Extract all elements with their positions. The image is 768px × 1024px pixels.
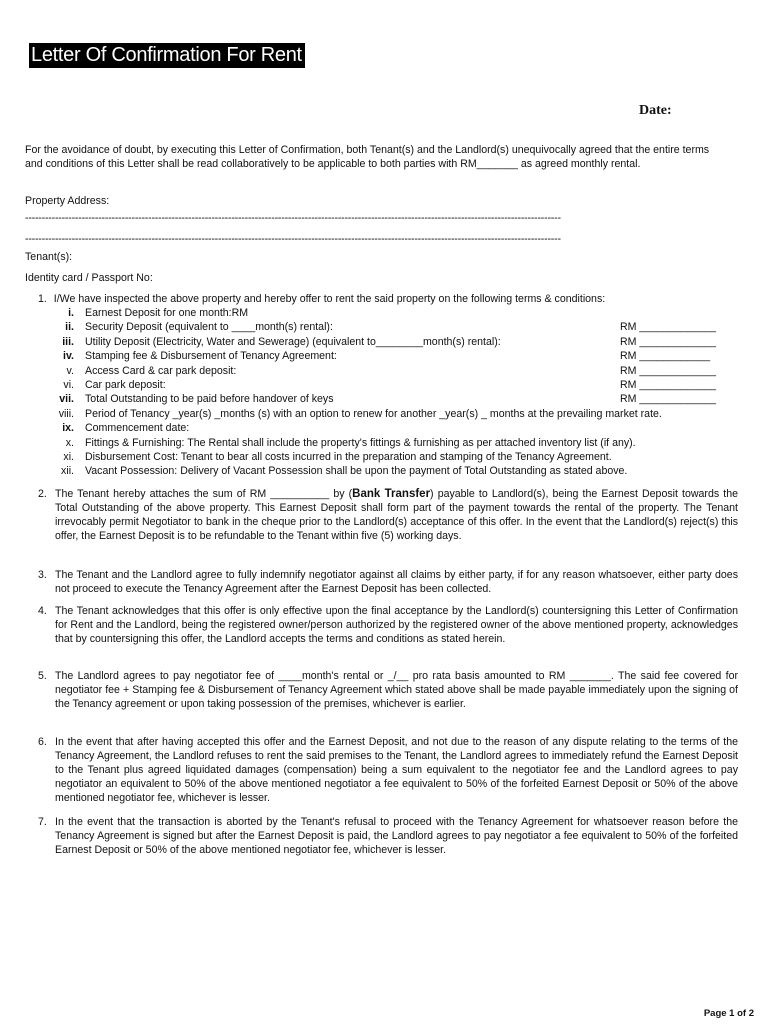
address-line-1: -----------------------------------------------------------------------------------------------------------------------------------------------------------------	[25, 212, 561, 224]
document-title: Letter Of Confirmation For Rent	[29, 43, 305, 68]
sub-item-amount: RM _____________	[620, 378, 717, 391]
sub-item-text: Commencement date:	[85, 422, 190, 435]
item-number: 5.	[38, 670, 47, 682]
item-number: 2.	[38, 488, 47, 500]
sub-item-number: x.	[65, 436, 74, 449]
sub-item-number: iv.	[63, 350, 74, 363]
sub-item-number: v.	[66, 364, 74, 377]
sub-item-text: Utility Deposit (Electricity, Water and Sewerage) (equivalent to________month(s) rental):	[85, 335, 501, 348]
sub-item-text: Total Outstanding to be paid before handover of keys	[85, 393, 334, 406]
sub-item-amount: RM _____________	[620, 335, 717, 348]
sub-item	[54, 407, 744, 421]
sub-item-number: xii.	[61, 465, 74, 478]
item-text	[55, 487, 738, 543]
term-item-6	[38, 735, 738, 805]
id-label: Identity card / Passport No:	[25, 272, 153, 284]
term-item-3	[38, 568, 738, 596]
sub-item-text: Disbursement Cost: Tenant to bear all costs incurred in the preparation and stamping of the Tenancy Agreement.	[85, 450, 612, 463]
sub-item-number: vi.	[63, 378, 74, 391]
item-number: 3.	[38, 569, 47, 581]
sub-item	[54, 320, 744, 334]
intro-paragraph: For the avoidance of doubt, by executing this Letter of Confirmation, both Tenant(s) and the Landlord(s) unequivocally agreed that the entire terms and conditions of this Letter shall be read collaboratively to be applicable to both parties with RM_______ as agreed monthly rental.	[25, 144, 710, 170]
property-address-label: Property Address:	[25, 195, 110, 207]
sub-item-number: i.	[68, 307, 74, 319]
sub-item	[54, 464, 744, 478]
sub-item	[54, 450, 744, 464]
term-item-7	[38, 815, 738, 857]
date-label: Date:	[639, 103, 672, 118]
item-text: In the event that after having accepted this offer and the Earnest Deposit, and not due to the reason of any dispute relating to the terms of the Tenancy Agreement, the Landlord refuses to rent the said premises to the Tenant, the Landlord agrees to immediately refund the Earnest Deposit to the Tenant plus agreed liquidated damages (compensation) being a sum equivalent to the negotiator fee and the Landlord agrees to pay negotiator an equivalent to 50% of the above mentioned negotiator a fee equivalent to 50% of the forfeited Earnest Deposit or 50% of the above mentioned negotiator fee, whichever is lesser.	[55, 736, 738, 804]
sub-item	[54, 378, 744, 392]
sub-item-number: xi.	[63, 450, 74, 463]
sub-item-amount: RM _____________	[620, 321, 717, 334]
term-item-2	[38, 487, 738, 543]
sub-item	[54, 436, 744, 450]
term-item-5	[38, 669, 738, 711]
sub-item-amount: RM _____________	[620, 364, 717, 377]
item-text: The Tenant acknowledges that this offer is only effective upon the final acceptance by the Landlord(s) countersigning this Letter of Confirmation for Rent and the Landlord, being the registered owner/person authorized by the registered owner of the above mentioned property, acknowledges that by countersigning this offer, the Landlord accepts the terms and conditions as stated herein.	[55, 605, 738, 645]
sub-item-text: Vacant Possession: Delivery of Vacant Possession shall be upon the payment of Total Outstanding as stated above.	[85, 465, 628, 478]
sub-item-amount: RM ____________	[620, 350, 711, 363]
term-item-1	[38, 292, 738, 306]
item-number: 1.	[38, 293, 47, 305]
item-text-pre: The Tenant hereby attaches the sum of RM __________ by (	[55, 488, 353, 500]
item-text: I/We have inspected the above property and hereby offer to rent the said property on the following terms & conditions:	[53, 293, 606, 305]
payment-method: Bank Transfer	[352, 488, 431, 500]
sub-item-text: Period of Tenancy _year(s) _months (s) with an option to renew for another _year(s) _ months at the prevailing market rate.	[85, 407, 662, 420]
sub-item	[54, 349, 744, 363]
item-text: In the event that the transaction is aborted by the Tenant's refusal to proceed with the Tenancy Agreement for whatsoever reason before the Tenancy Agreement is signed but after the Earnest Deposit is paid, the Landlord agrees to pay negotiator a fee equivalent to 50% of the forfeited Earnest Deposit or 50% of the above mentioned negotiator fee, whichever is lesser.	[55, 816, 738, 856]
sub-item-number: vii.	[59, 393, 74, 406]
item-number: 6.	[38, 736, 47, 748]
item-number: 4.	[38, 605, 47, 617]
sub-item	[54, 306, 744, 320]
sub-item-text: Car park deposit:	[85, 378, 166, 391]
item-text-post: ) payable to Landlord(s), being the Earnest Deposit towards the Total Outstanding of the above property. This Earnest Deposit shall form part of the payment towards the rental of the property. The Tenant irrevocably permit Negotiator to bank in the cheque prior to the Landlord(s) acceptance of this offer. In the event that the Landlord(s) reject(s) this offer, the Earnest Deposit is to be refundable to the Tenant within five (5) working days.	[55, 488, 738, 542]
sub-item-text: Access Card & car park deposit:	[85, 364, 237, 377]
sub-item-number: iii.	[62, 335, 74, 348]
sub-item-text: Earnest Deposit for one month:RM	[85, 307, 249, 319]
tenant-label: Tenant(s):	[25, 251, 73, 263]
sub-item	[54, 364, 744, 378]
sub-item	[54, 421, 744, 435]
sub-item-text: Fittings & Furnishing: The Rental shall include the property's fittings & furnishing as per attached inventory list (if any).	[85, 436, 636, 449]
sub-item-number: ii.	[65, 321, 74, 334]
sub-item-number: ix.	[62, 422, 74, 435]
item-number: 7.	[38, 816, 47, 828]
term-item-4	[38, 604, 738, 646]
sub-item-text: Stamping fee & Disbursement of Tenancy Agreement:	[85, 350, 337, 363]
sub-item	[54, 392, 744, 406]
sub-item-number: viii.	[58, 407, 74, 420]
address-line-2: -----------------------------------------------------------------------------------------------------------------------------------------------------------------	[25, 233, 561, 245]
sub-item	[54, 335, 744, 349]
sub-item-text: Security Deposit (equivalent to ____month(s) rental):	[85, 321, 333, 334]
item-text: The Tenant and the Landlord agree to fully indemnify negotiator against all claims by either party, if for any reason whatsoever, either party does not proceed to execute the Tenancy Agreement after the Earnest Deposit has been collected.	[55, 569, 738, 595]
sub-item-amount: RM _____________	[620, 393, 717, 406]
sub-items-list	[54, 306, 744, 479]
item-text: The Landlord agrees to pay negotiator fee of ____month's rental or _/__ pro rata basis amounted to RM _______. The said fee covered for negotiator fee + Stamping fee & Disbursement of Tenancy Agreement which stated above shall be made payable immediately upon the signing of the Tenancy agreement or upon taking possession of the premises, whichever is earlier.	[55, 670, 738, 710]
page-number: Page 1 of 2	[703, 1008, 754, 1019]
